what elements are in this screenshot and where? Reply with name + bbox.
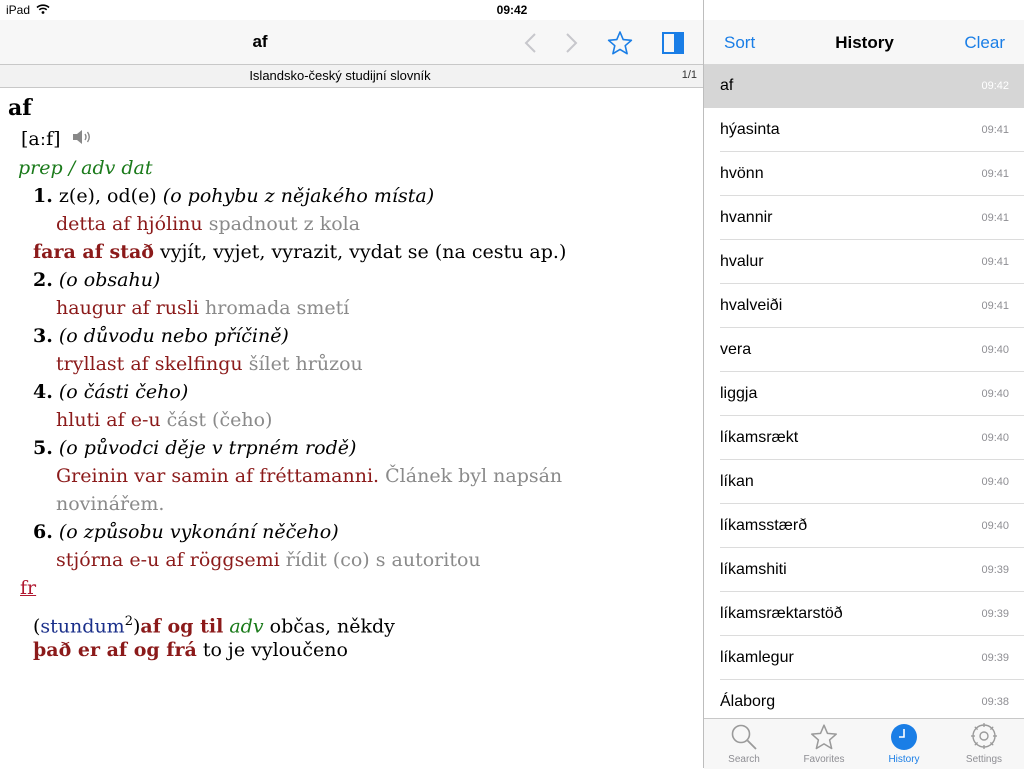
history-item[interactable] bbox=[704, 240, 1024, 284]
example-translation: spadnout z kola bbox=[208, 213, 361, 235]
history-word: líkan bbox=[720, 473, 754, 490]
history-time: 09:41 bbox=[981, 256, 1009, 268]
sense-note: (o důvodu nebo příčině) bbox=[58, 325, 289, 347]
history-time: 09:41 bbox=[981, 300, 1009, 312]
history-item[interactable] bbox=[704, 152, 1024, 196]
tab-search[interactable] bbox=[704, 719, 784, 769]
history-item[interactable] bbox=[704, 460, 1024, 504]
grammar-label: prep / adv dat bbox=[18, 157, 153, 179]
tab-favorites[interactable] bbox=[784, 719, 864, 769]
sense-number: 3. bbox=[33, 325, 53, 347]
sense-text: z(e), od(e) bbox=[58, 185, 157, 207]
page-indicator: 1/1 bbox=[681, 69, 697, 81]
idiom-icelandic: það er af og frá bbox=[33, 639, 197, 661]
example-translation: řídit (co) s autoritou bbox=[285, 549, 481, 571]
history-navbar bbox=[704, 20, 1024, 65]
chevron-left-icon bbox=[523, 32, 537, 54]
example-icelandic: haugur af rusli bbox=[56, 297, 199, 319]
history-word: líkamshiti bbox=[720, 561, 787, 578]
sense-note: (o původci děje v trpném rodě) bbox=[58, 437, 357, 459]
tab-label: Favorites bbox=[803, 754, 845, 765]
example-translation: část (čeho) bbox=[166, 409, 273, 431]
tab-label: Settings bbox=[965, 754, 1003, 765]
tab-history[interactable] bbox=[864, 719, 944, 769]
history-title: History bbox=[835, 33, 894, 52]
sense-number: 4. bbox=[33, 381, 53, 403]
sidebar-icon bbox=[662, 32, 684, 54]
history-time: 09:39 bbox=[981, 608, 1009, 620]
phrase-translation: vyjít, vyjet, vyrazit, vydat se (na cestu ap.) bbox=[160, 241, 567, 263]
history-time: 09:39 bbox=[981, 652, 1009, 664]
sense-number: 6. bbox=[33, 521, 53, 543]
example-icelandic: Greinin var samin af fréttamanni. bbox=[56, 465, 380, 487]
forward-button[interactable] bbox=[558, 29, 586, 57]
history-time: 09:40 bbox=[981, 344, 1009, 356]
sense-note: (o části čeho) bbox=[58, 381, 189, 403]
tab-bar bbox=[704, 718, 1024, 769]
history-word: hvalveiði bbox=[720, 297, 783, 314]
history-item[interactable] bbox=[704, 284, 1024, 328]
history-time: 09:39 bbox=[981, 564, 1009, 576]
history-time: 09:42 bbox=[981, 80, 1009, 92]
history-time: 09:40 bbox=[981, 476, 1009, 488]
history-item[interactable] bbox=[704, 416, 1024, 460]
dictionary-header bbox=[0, 64, 703, 88]
history-item[interactable] bbox=[704, 196, 1024, 240]
history-word: líkamsstærð bbox=[720, 517, 808, 534]
favorite-button[interactable] bbox=[606, 29, 634, 57]
idiom-open-paren: ( bbox=[33, 615, 41, 638]
example-translation-cont: novinářem. bbox=[56, 493, 165, 515]
history-time: 09:41 bbox=[981, 212, 1009, 224]
history-word: líkamsrækt bbox=[720, 429, 799, 446]
dictionary-name: Islandsko-český studijní slovník bbox=[249, 68, 431, 83]
page-title: af bbox=[252, 32, 268, 51]
idiom-qualifier: stundum bbox=[40, 615, 125, 638]
history-item[interactable] bbox=[704, 548, 1024, 592]
phrase-icelandic: fara af stað bbox=[33, 241, 154, 263]
entry-navbar bbox=[0, 20, 703, 64]
history-word: hvönn bbox=[720, 165, 764, 182]
star-icon bbox=[810, 723, 838, 751]
sense-note: (o pohybu z nějakého místa) bbox=[162, 185, 435, 207]
history-item[interactable] bbox=[704, 328, 1024, 372]
sort-button[interactable]: Sort bbox=[724, 33, 756, 52]
example-translation: hromada smetí bbox=[205, 297, 350, 319]
history-word: hvannir bbox=[720, 209, 773, 226]
sense-note: (o způsobu vykonání něčeho) bbox=[58, 521, 339, 543]
status-time: 09:42 bbox=[496, 3, 528, 17]
history-item[interactable] bbox=[704, 636, 1024, 680]
headword: af bbox=[8, 95, 32, 121]
pronunciation: [aːf] bbox=[21, 128, 61, 150]
history-list bbox=[704, 64, 1024, 724]
tab-label: History bbox=[888, 754, 920, 765]
sense-number: 5. bbox=[33, 437, 53, 459]
history-word: Álaborg bbox=[720, 693, 776, 710]
chevron-right-icon bbox=[565, 32, 579, 54]
history-time: 09:40 bbox=[981, 432, 1009, 444]
sense-number: 2. bbox=[33, 269, 53, 291]
sense-note: (o obsahu) bbox=[58, 269, 161, 291]
gear-icon bbox=[969, 721, 999, 751]
star-icon bbox=[607, 30, 633, 56]
idiom-translation: to je vyloučeno bbox=[202, 639, 348, 661]
idiom-close-paren: ) bbox=[132, 615, 141, 638]
device-label: iPad bbox=[6, 3, 31, 17]
speaker-icon[interactable] bbox=[71, 126, 93, 154]
history-word: af bbox=[720, 77, 734, 94]
history-time: 09:40 bbox=[981, 388, 1009, 400]
history-word: hýasinta bbox=[720, 121, 780, 138]
example-translation: šílet hrůzou bbox=[248, 353, 363, 375]
history-time: 09:38 bbox=[981, 696, 1009, 708]
search-icon bbox=[730, 723, 758, 751]
history-time: 09:40 bbox=[981, 520, 1009, 532]
cross-reference-link[interactable]: fr bbox=[20, 577, 37, 599]
history-word: liggja bbox=[720, 385, 758, 402]
tab-label: Search bbox=[728, 754, 760, 765]
back-button[interactable] bbox=[516, 29, 544, 57]
sense-number: 1. bbox=[33, 185, 53, 207]
idiom-translation: občas, někdy bbox=[269, 615, 395, 638]
history-item[interactable] bbox=[704, 592, 1024, 636]
example-translation: Článek byl napsán bbox=[385, 465, 563, 487]
clear-button[interactable]: Clear bbox=[964, 33, 1005, 52]
history-item[interactable] bbox=[704, 108, 1024, 152]
history-item[interactable] bbox=[704, 504, 1024, 548]
history-word: hvalur bbox=[720, 253, 764, 270]
clock-icon bbox=[890, 723, 918, 751]
history-word: líkamsræktarstöð bbox=[720, 605, 843, 622]
example-icelandic: tryllast af skelfingu bbox=[56, 353, 243, 375]
toggle-sidebar-button[interactable] bbox=[659, 29, 687, 57]
history-word: líkamlegur bbox=[720, 649, 794, 666]
example-icelandic: hluti af e-u bbox=[56, 409, 161, 431]
history-item[interactable] bbox=[704, 372, 1024, 416]
history-time: 09:41 bbox=[981, 168, 1009, 180]
example-icelandic: stjórna e-u af röggsemi bbox=[56, 549, 280, 571]
idiom-icelandic: af og til bbox=[140, 615, 224, 638]
history-pane bbox=[703, 0, 1024, 768]
tab-settings[interactable] bbox=[944, 719, 1024, 769]
history-item[interactable] bbox=[704, 64, 1024, 108]
idiom-grammar: adv bbox=[229, 615, 264, 638]
idiom-superscript: 2 bbox=[124, 614, 133, 629]
history-time: 09:41 bbox=[981, 124, 1009, 136]
history-word: vera bbox=[720, 341, 752, 358]
example-icelandic: detta af hjólinu bbox=[56, 213, 203, 235]
